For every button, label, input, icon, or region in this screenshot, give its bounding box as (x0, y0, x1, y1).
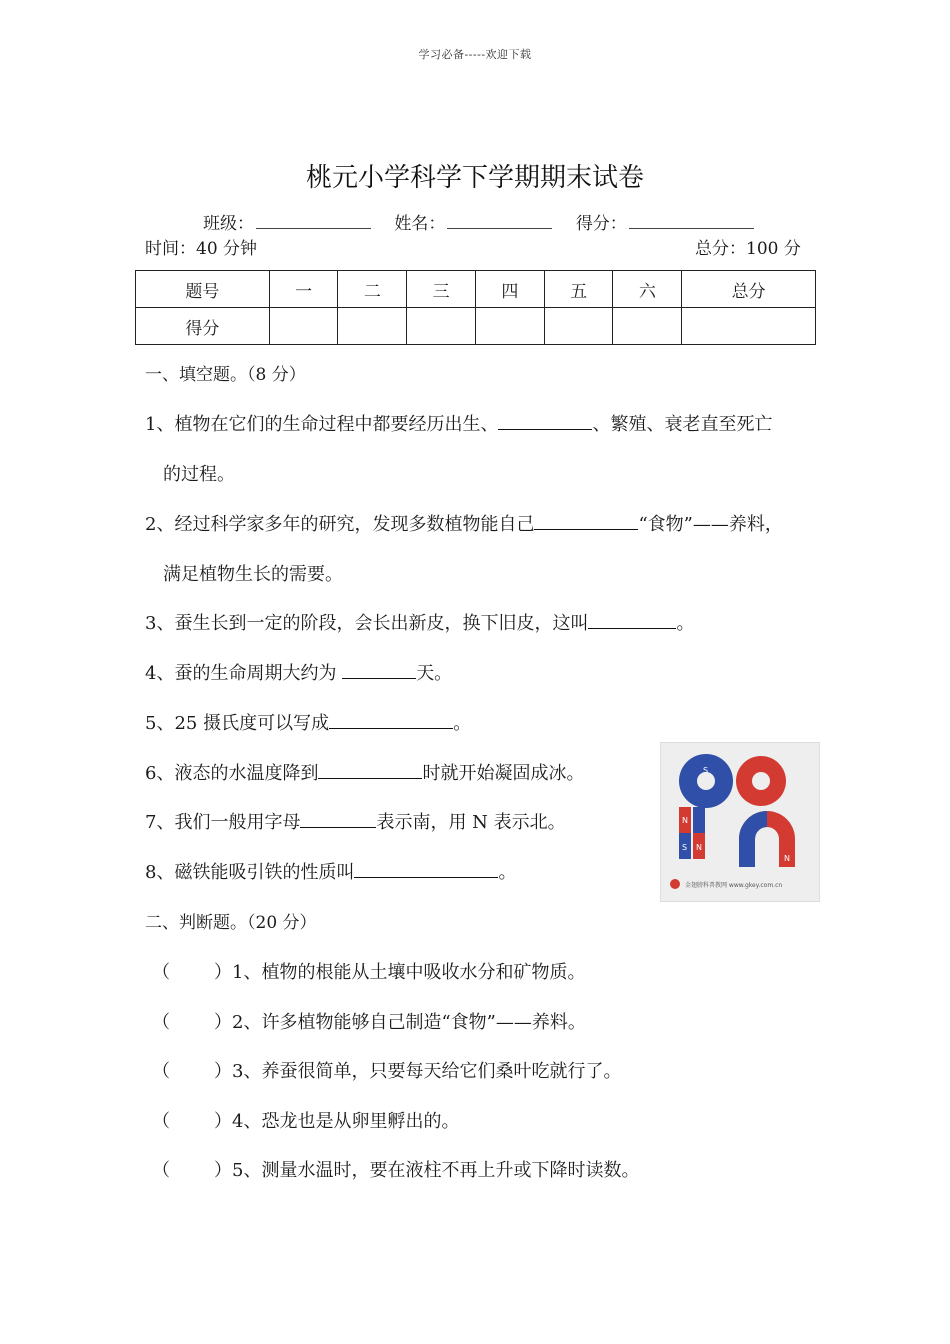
question-text: “食物”——养料， (638, 514, 783, 535)
question-text: ）5、测量水温时，要在液柱不再上升或下降时读数。 (214, 1160, 640, 1181)
student-info-line (203, 209, 772, 234)
table-header-cell: 三 (407, 271, 476, 308)
score-cell[interactable] (544, 308, 613, 345)
answer-paren[interactable]: （ (152, 1160, 170, 1181)
question-text: 、繁殖、衰老直至死亡 (592, 414, 773, 435)
question-text: 天。 (416, 663, 453, 684)
question-text: 6、液态的水温度降到 (145, 763, 319, 784)
table-row (136, 271, 816, 308)
score-label: 得分： (575, 214, 627, 234)
table-header-cell: 六 (613, 271, 682, 308)
magnet-label: S (682, 843, 688, 852)
name-label: 姓名： (394, 214, 446, 234)
question-1-cont: 的过程。 (163, 464, 235, 485)
score-cell[interactable] (613, 308, 682, 345)
section-title: 二、判断题。（20 分） (145, 913, 317, 933)
judge-item-1 (152, 958, 585, 984)
question-text: ）2、许多植物能够自己制造“食物”——养料。 (214, 1012, 586, 1033)
answer-paren[interactable]: （ (152, 1061, 170, 1082)
exam-total: 总分：100 分 (695, 239, 801, 259)
judge-item-4 (152, 1107, 459, 1133)
question-3 (145, 609, 694, 635)
table-header-cell: 总分 (682, 271, 816, 308)
question-text: 2、经过科学家多年的研究，发现多数植物能自己 (145, 514, 535, 535)
class-blank[interactable] (256, 214, 371, 229)
answer-paren[interactable]: （ (152, 1111, 170, 1132)
judge-item-5 (152, 1156, 639, 1182)
score-table (135, 270, 816, 345)
answer-paren[interactable]: （ (152, 962, 170, 983)
question-6 (145, 759, 584, 785)
question-1 (145, 410, 772, 436)
question-text: 时就开始凝固成冰。 (422, 763, 585, 784)
judge-item-2 (152, 1008, 586, 1034)
table-header-cell: 四 (475, 271, 544, 308)
question-5 (145, 709, 471, 735)
question-text: ）1、植物的根能从土壤中吸收水分和矿物质。 (214, 962, 586, 983)
question-2 (145, 510, 783, 536)
magnet-label: N (784, 854, 790, 863)
table-row (136, 308, 816, 345)
magnet-label: N (682, 816, 688, 825)
section-title: 一、填空题。（8 分） (145, 365, 306, 385)
class-label: 班级： (203, 214, 254, 234)
question-text: 8、磁铁能吸引铁的性质叫 (145, 862, 355, 883)
header-note: 学习必备-----欢迎下载 (418, 48, 532, 61)
score-blank[interactable] (629, 214, 754, 229)
score-cell[interactable] (682, 308, 816, 345)
answer-blank[interactable] (329, 714, 453, 729)
answer-blank[interactable] (342, 664, 416, 679)
question-text: ）4、恐龙也是从卵里孵出的。 (214, 1111, 460, 1132)
page-title: 桃元小学科学下学期期末试卷 (305, 163, 644, 193)
answer-blank[interactable] (534, 515, 638, 530)
magnet-illustration (661, 743, 819, 901)
answer-blank[interactable] (354, 863, 498, 878)
score-cell[interactable] (269, 308, 338, 345)
question-text: 。 (676, 613, 695, 634)
table-header-cell: 五 (544, 271, 613, 308)
score-cell[interactable] (407, 308, 476, 345)
question-text: 。 (453, 713, 472, 734)
table-header-cell: 二 (338, 271, 407, 308)
question-text: ）3、养蚕很简单，只要每天给它们桑叶吃就行了。 (214, 1061, 622, 1082)
magnet-photo (660, 742, 820, 902)
name-blank[interactable] (447, 214, 552, 229)
answer-paren[interactable]: （ (152, 1012, 170, 1033)
magnet-label: S (703, 766, 709, 775)
question-text: 。 (498, 862, 517, 883)
exam-time: 时间：40 分钟 (145, 239, 258, 259)
table-header-cell: 一 (269, 271, 338, 308)
question-text: 表示南，用 N 表示北。 (376, 812, 566, 833)
table-row-label: 得分 (136, 308, 270, 345)
magnet-label: N (696, 843, 702, 852)
judge-item-3 (152, 1057, 621, 1083)
question-7 (145, 808, 566, 834)
question-text: 3、蚕生长到一定的阶段，会长出新皮，换下旧皮，这叫 (145, 613, 589, 634)
question-text: 1、植物在它们的生命过程中都要经历出生、 (145, 414, 499, 435)
photo-caption: 金翅膀科普教网 www.gkey.com.cn (685, 882, 783, 889)
answer-blank[interactable] (300, 813, 376, 828)
question-text: 5、25 摄氏度可以写成 (145, 713, 330, 734)
answer-blank[interactable] (318, 764, 422, 779)
answer-blank[interactable] (498, 415, 592, 430)
answer-blank[interactable] (588, 614, 676, 629)
table-header-cell: 题号 (136, 271, 270, 308)
question-8 (145, 858, 516, 884)
question-4 (145, 659, 452, 685)
question-2-cont: 满足植物生长的需要。 (163, 564, 343, 585)
question-text: 7、我们一般用字母 (145, 812, 301, 833)
score-cell[interactable] (338, 308, 407, 345)
question-text: 4、蚕的生命周期大约为 (145, 663, 343, 684)
score-cell[interactable] (475, 308, 544, 345)
